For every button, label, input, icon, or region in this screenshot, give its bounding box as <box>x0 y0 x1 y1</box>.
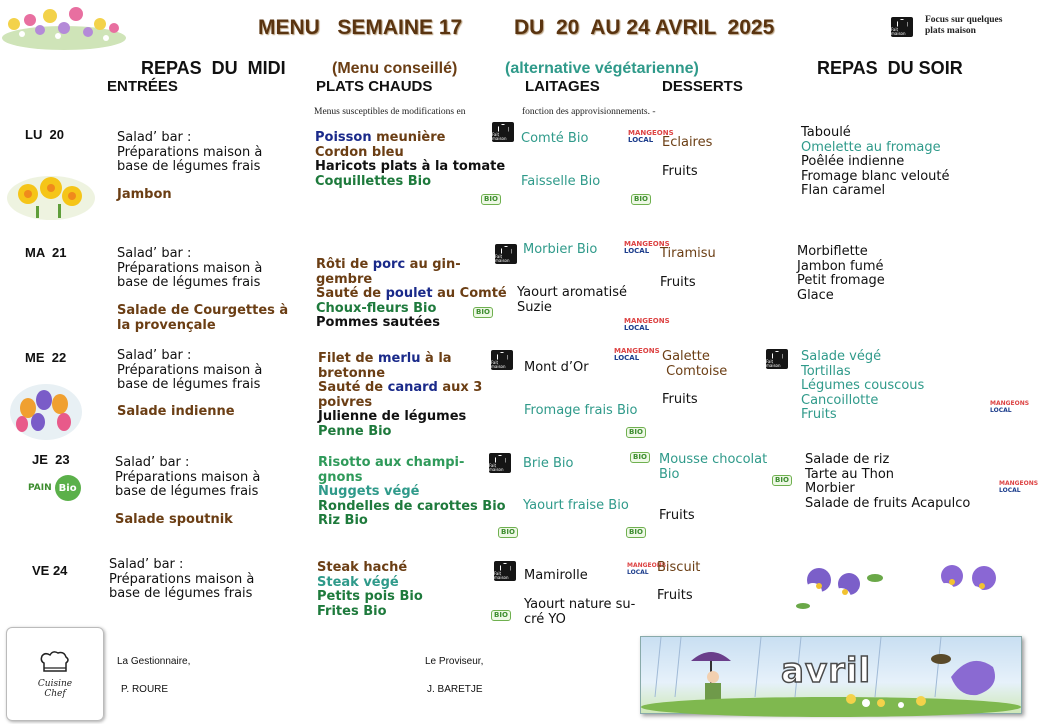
friday-dessert-2: Fruits <box>657 588 693 603</box>
soir-line: Morbier <box>805 481 855 496</box>
entree-special-line: Salade de Courgettes à <box>117 303 289 318</box>
thursday-plats <box>318 456 506 529</box>
soir-line: Tortillas <box>801 363 851 379</box>
laitage-line: Suzie <box>517 299 552 315</box>
friday-laitage-2 <box>524 598 635 627</box>
plat-line: Coquillettes Bio <box>315 173 432 189</box>
friday-entrees <box>109 558 254 602</box>
friday-dessert-1: Biscuit <box>657 560 701 575</box>
soir-line: Salade de riz <box>805 452 890 467</box>
day-label-wednesday: ME 22 <box>25 350 67 365</box>
plat-protein: poulet <box>385 286 433 301</box>
friday-laitage-1: Mamirolle <box>524 568 588 583</box>
plat-line: Rondelles de carottes Bio <box>318 498 506 514</box>
entree-special-line: la provençale <box>117 317 216 333</box>
plat-protein: canard <box>387 380 438 395</box>
tulip-flowers-image <box>8 380 84 446</box>
plat-line: gembre <box>316 271 373 287</box>
plat-line <box>316 287 507 302</box>
focus-plats-maison-label: Focus sur quelques plats maison <box>925 15 1003 36</box>
tuesday-plats <box>316 258 507 331</box>
local-bio-badge: MANGEONS LOCAL <box>628 129 674 144</box>
plat-line <box>318 381 482 396</box>
wednesday-entrees <box>117 349 262 393</box>
alternative-vegetarienne-label: (alternative végétarienne) <box>505 60 699 77</box>
entree-line: Salad’ bar : <box>115 455 190 470</box>
local-bio-badge: MANGEONS LOCAL <box>624 240 670 255</box>
mangeons-local-badge: MANGEONS LOCAL <box>990 400 1030 414</box>
wednesday-desserts <box>662 350 727 379</box>
entree-line: base de légumes frais <box>109 586 253 601</box>
fait-maison-icon: Fait maison <box>891 17 913 37</box>
plat-line: Petits pois Bio <box>317 589 423 604</box>
tuesday-entrees <box>117 247 262 291</box>
plat-line <box>315 131 505 146</box>
bio-round-icon: Bio <box>55 475 81 501</box>
plat-line: gnons <box>318 469 363 485</box>
soir-line: Fruits <box>801 407 837 422</box>
entree-line: base de légumes frais <box>115 484 259 499</box>
bio-badge: BIO <box>772 475 792 486</box>
day-label-tuesday: MA 21 <box>25 245 67 260</box>
plat-line: Pommes sautées <box>316 315 440 330</box>
fait-maison-icon: Fait maison <box>492 122 514 142</box>
plat-line: poivres <box>318 394 373 410</box>
column-header-plats-chauds: PLATS CHAUDS <box>316 78 433 95</box>
tuesday-entree-special <box>117 304 288 333</box>
thursday-dessert-fruits: Fruits <box>659 508 695 523</box>
plat-line: Steak végé <box>317 574 399 590</box>
entree-line: Préparations maison à <box>109 571 255 587</box>
proviseur-title: Le Proviseur, <box>425 656 484 667</box>
day-label-friday: VE 24 <box>32 563 68 578</box>
entree-line: Préparations maison à <box>117 260 263 276</box>
plat-line: Risotto aux champi- <box>318 455 465 470</box>
thursday-laitage-2: Yaourt fraise Bio <box>523 498 629 513</box>
plat-line <box>316 258 507 273</box>
plat-text: au gin- <box>405 257 461 272</box>
tuesday-dessert-2: Fruits <box>660 275 696 290</box>
monday-plats <box>315 131 505 189</box>
plat-text: Sauté de <box>318 380 388 395</box>
thursday-entree-special: Salade spoutnik <box>115 512 233 527</box>
dessert-line: Comtoise <box>662 363 728 379</box>
dessert-line: Galette <box>662 349 710 364</box>
pain-label: PAIN <box>28 483 52 493</box>
monday-dessert-2: Fruits <box>662 164 698 179</box>
monday-laitage-1: Comté Bio <box>521 131 589 146</box>
bio-badge: BIO <box>491 610 511 621</box>
thursday-desserts <box>659 453 767 482</box>
friday-plats <box>317 561 423 619</box>
thursday-entrees <box>115 456 260 500</box>
banner-text: avril <box>781 651 872 691</box>
daffodil-flowers-image <box>6 168 96 226</box>
menu-title-dates: DU 20 AU 24 AVRIL 2025 <box>514 16 775 39</box>
repas-soir-heading: REPAS DU SOIR <box>817 58 963 78</box>
plat-text: aux 3 <box>437 380 483 395</box>
plat-protein: porc <box>372 257 406 272</box>
column-header-laitages: LAITAGES <box>525 78 600 95</box>
modification-note-left: Menus susceptibles de modifications en <box>314 107 466 117</box>
wednesday-entree-special: Salade indienne <box>117 404 235 419</box>
day-label-monday: LU 20 <box>25 127 65 142</box>
soir-line: Omelette au fromage <box>801 139 941 155</box>
wednesday-dessert-fruits: Fruits <box>662 392 698 407</box>
entree-line: base de légumes frais <box>117 159 261 174</box>
menu-title-week: MENU SEMAINE 17 <box>258 16 463 39</box>
mangeons-local-badge: MANGEONS LOCAL <box>624 317 670 332</box>
thursday-soir <box>805 453 970 511</box>
soir-line: Flan caramel <box>801 183 886 198</box>
plat-line: bretonne <box>318 365 386 381</box>
tuesday-laitage-2 <box>517 286 627 315</box>
soir-line: Cancoillotte <box>801 392 879 408</box>
bio-badge: BIO <box>631 194 651 205</box>
column-header-desserts: DESSERTS <box>662 78 743 95</box>
monday-laitage-2: Faisselle Bio <box>521 174 601 189</box>
monday-entrees <box>117 131 262 175</box>
pansy-flowers-image <box>795 558 885 622</box>
avril-banner-image <box>640 636 1022 714</box>
modification-note-right: fonction des approvisionnements. - <box>522 107 656 117</box>
plat-line: Julienne de légumes <box>318 409 467 424</box>
plat-protein: Poisson <box>315 130 372 145</box>
fait-maison-icon: Fait maison <box>491 350 513 370</box>
gestionnaire-title: La Gestionnaire, <box>117 656 191 667</box>
day-label-thursday: JE 23 <box>32 452 70 467</box>
logo-text: Cuisine Chef <box>37 679 73 699</box>
soir-line: Petit fromage <box>797 273 885 288</box>
pansy-flowers-image-right <box>930 556 1016 620</box>
soir-line: Jambon fumé <box>797 258 884 274</box>
mangeons-local-badge: MANGEONS LOCAL <box>627 562 667 576</box>
mangeons-local-badge: MANGEONS LOCAL <box>614 347 660 362</box>
plat-line: Frites Bio <box>317 603 387 619</box>
soir-line: Fromage blanc velouté <box>801 168 950 184</box>
bio-badge: BIO <box>626 527 646 538</box>
entree-line: base de légumes frais <box>117 377 261 392</box>
plat-line: Choux-fleurs Bio <box>316 300 437 316</box>
soir-line: Légumes couscous <box>801 378 925 393</box>
soir-line: Taboulé <box>801 125 851 140</box>
monday-soir <box>801 126 950 199</box>
plat-text: meunière <box>371 130 446 145</box>
bio-badge: BIO <box>481 194 501 205</box>
tuesday-soir <box>797 245 885 303</box>
fait-maison-icon: Fait maison <box>494 561 516 581</box>
dessert-line: Bio <box>659 466 680 482</box>
soir-line: Salade végé <box>801 349 882 364</box>
thursday-laitage-1: Brie Bio <box>523 456 574 471</box>
monday-entree-special: Jambon <box>117 187 172 202</box>
pain-bio-badge <box>28 475 81 501</box>
plat-line <box>318 352 482 367</box>
bio-badge: BIO <box>473 307 493 318</box>
laitage-line: cré YO <box>524 611 566 627</box>
plat-text: au Comté <box>432 286 507 301</box>
wednesday-laitage-1: Mont d’Or <box>524 360 589 375</box>
plat-line: Haricots plats à la tomate <box>315 159 506 174</box>
entree-line: Salad’ bar : <box>117 130 192 145</box>
monday-dessert-1: Eclaires <box>662 135 713 150</box>
entree-line: Salad’ bar : <box>109 557 184 572</box>
fait-maison-icon: Fait maison <box>489 453 511 473</box>
plat-protein: merlu <box>378 351 421 366</box>
plat-text: Rôti de <box>316 257 373 272</box>
entree-line: Préparations maison à <box>117 144 263 160</box>
proviseur-name: J. BARETJE <box>427 684 483 695</box>
spring-flowers-header-image <box>2 2 127 50</box>
repas-midi-heading: REPAS DU MIDI <box>141 58 286 78</box>
cuisine-chef-logo <box>6 627 104 721</box>
soir-line: Morbiflette <box>797 244 868 259</box>
wednesday-plats <box>318 352 482 439</box>
fait-maison-icon: Fait maison <box>495 244 517 264</box>
plat-line: Nuggets végé <box>318 484 420 499</box>
bio-badge: BIO <box>626 427 646 438</box>
plat-line: Riz Bio <box>318 513 368 528</box>
laitage-line: Yaourt nature su- <box>524 597 636 612</box>
mangeons-local-badge: MANGEONS LOCAL <box>999 480 1038 494</box>
fait-maison-icon: Fait maison <box>766 349 788 369</box>
bio-badge: BIO <box>498 527 518 538</box>
soir-line: Glace <box>797 287 834 303</box>
plat-line: Steak haché <box>317 560 408 575</box>
plat-text: à la <box>420 351 452 366</box>
soir-line: Tarte au Thon <box>805 466 895 482</box>
column-header-entrees: ENTRÉES <box>107 78 178 95</box>
soir-line: Salade de fruits Acapulco <box>805 495 971 511</box>
entree-line: Salad’ bar : <box>117 246 192 261</box>
gestionnaire-name: P. ROURE <box>121 684 169 695</box>
plat-text: Filet de <box>318 351 378 366</box>
wednesday-laitage-2: Fromage frais Bio <box>524 403 638 418</box>
wednesday-soir <box>801 350 924 423</box>
tuesday-laitage-1: Morbier Bio <box>523 242 598 257</box>
chef-hat-icon <box>38 649 72 675</box>
entree-line: Préparations maison à <box>117 362 263 378</box>
plat-line: Penne Bio <box>318 423 392 439</box>
menu-conseille-label: (Menu conseillé) <box>332 60 458 77</box>
entree-line: Salad’ bar : <box>117 348 192 363</box>
dessert-line: Mousse chocolat <box>659 452 768 467</box>
entree-line: Préparations maison à <box>115 469 261 485</box>
bio-badge: BIO <box>630 452 650 463</box>
plat-line: Cordon bleu <box>315 144 404 160</box>
entree-line: base de légumes frais <box>117 275 261 290</box>
plat-text: Sauté de <box>316 286 386 301</box>
laitage-line: Yaourt aromatisé <box>517 285 627 300</box>
tuesday-dessert-1: Tiramisu <box>660 246 716 261</box>
soir-line: Poêlée indienne <box>801 154 905 169</box>
